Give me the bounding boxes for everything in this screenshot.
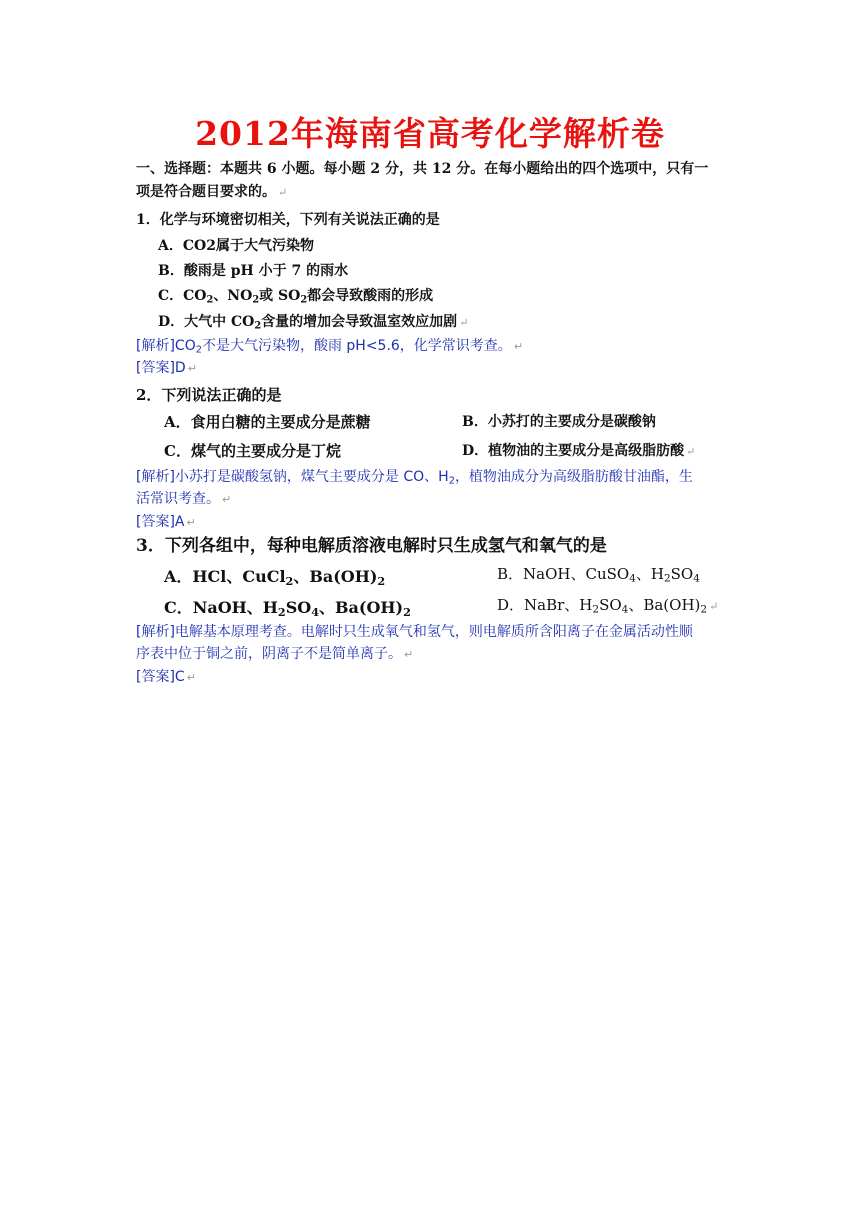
question-3-analysis-line-1: [解析]电解基本原理考查。电解时只生成氧气和氢气，则电解质所含阳离子在金属活动性顺: [136, 624, 693, 640]
section-header-line-1: 一、选择题：本题共 6 小题。每小题 2 分，共 12 分。在每小题给出的四个选项中，只有一: [136, 161, 709, 177]
question-1-stem: 1．化学与环境密切相关，下列有关说法正确的是: [136, 212, 440, 228]
question-1-option-d: D．大气中 $CO_2$含量的增加会导致温室效应加剧 ↵: [158, 314, 469, 332]
question-3-option-a: A．HCl、CuCl$_2$、$Ba(OH)_2$: [164, 567, 386, 588]
question-2-option-d: D．植物油的主要成分是高级脂肪酸 ↵: [462, 443, 696, 459]
return-mark: ↵: [278, 186, 288, 199]
question-3-analysis-line-2: 序表中位于铜之前，阴离子不是简单离子。 ↵: [136, 646, 414, 662]
question-2-answer: [答案]A ↵: [136, 514, 196, 530]
question-1-option-a: A．CO2属于大气污染物: [158, 238, 314, 254]
question-3-option-b: B．NaOH、CuSO$_4$、$H_2SO_4$: [497, 565, 700, 585]
question-1-analysis: [解析]$CO_2$不是大气污染物，酸雨 pH<5.6，化学常识考查。 ↵: [136, 338, 524, 356]
question-2-option-b: B．小苏打的主要成分是碳酸钠: [462, 414, 656, 430]
question-2-option-c: C．煤气的主要成分是丁烷: [164, 442, 341, 460]
section-header-line-2: 项是符合题目要求的。 ↵: [136, 184, 288, 200]
question-1-answer: [答案]D ↵: [136, 360, 197, 376]
question-2-stem: 2．下列说法正确的是: [136, 386, 282, 404]
question-1-option-b: B．酸雨是 pH 小于 7 的雨水: [158, 263, 349, 279]
question-2-analysis-line-1: [解析]小苏打是碳酸氢钠，煤气主要成分是 CO、$H_2$，植物油成分为高级脂肪酸甘油酯，生: [136, 469, 693, 487]
question-1-option-c: C．$CO_2$、$NO_2$或 $SO_2$都会导致酸雨的形成: [158, 288, 434, 306]
question-3-answer: [答案]C ↵: [136, 669, 196, 685]
question-2-analysis-line-2: 活常识考查。 ↵: [136, 491, 232, 507]
question-2-option-a: A．食用白糖的主要成分是蔗糖: [164, 413, 371, 431]
document-title: 2012年海南省高考化学解析卷: [195, 114, 665, 153]
question-3-option-d: D．NaBr、$H_2SO_4$、$Ba(OH)_2$ ↵: [497, 596, 719, 616]
question-3-option-c: C．NaOH、$H_2SO_4$、$Ba(OH)_2$: [164, 598, 411, 619]
question-3-stem: 3．下列各组中，每种电解质溶液电解时只生成氢气和氧气的是: [136, 536, 607, 556]
